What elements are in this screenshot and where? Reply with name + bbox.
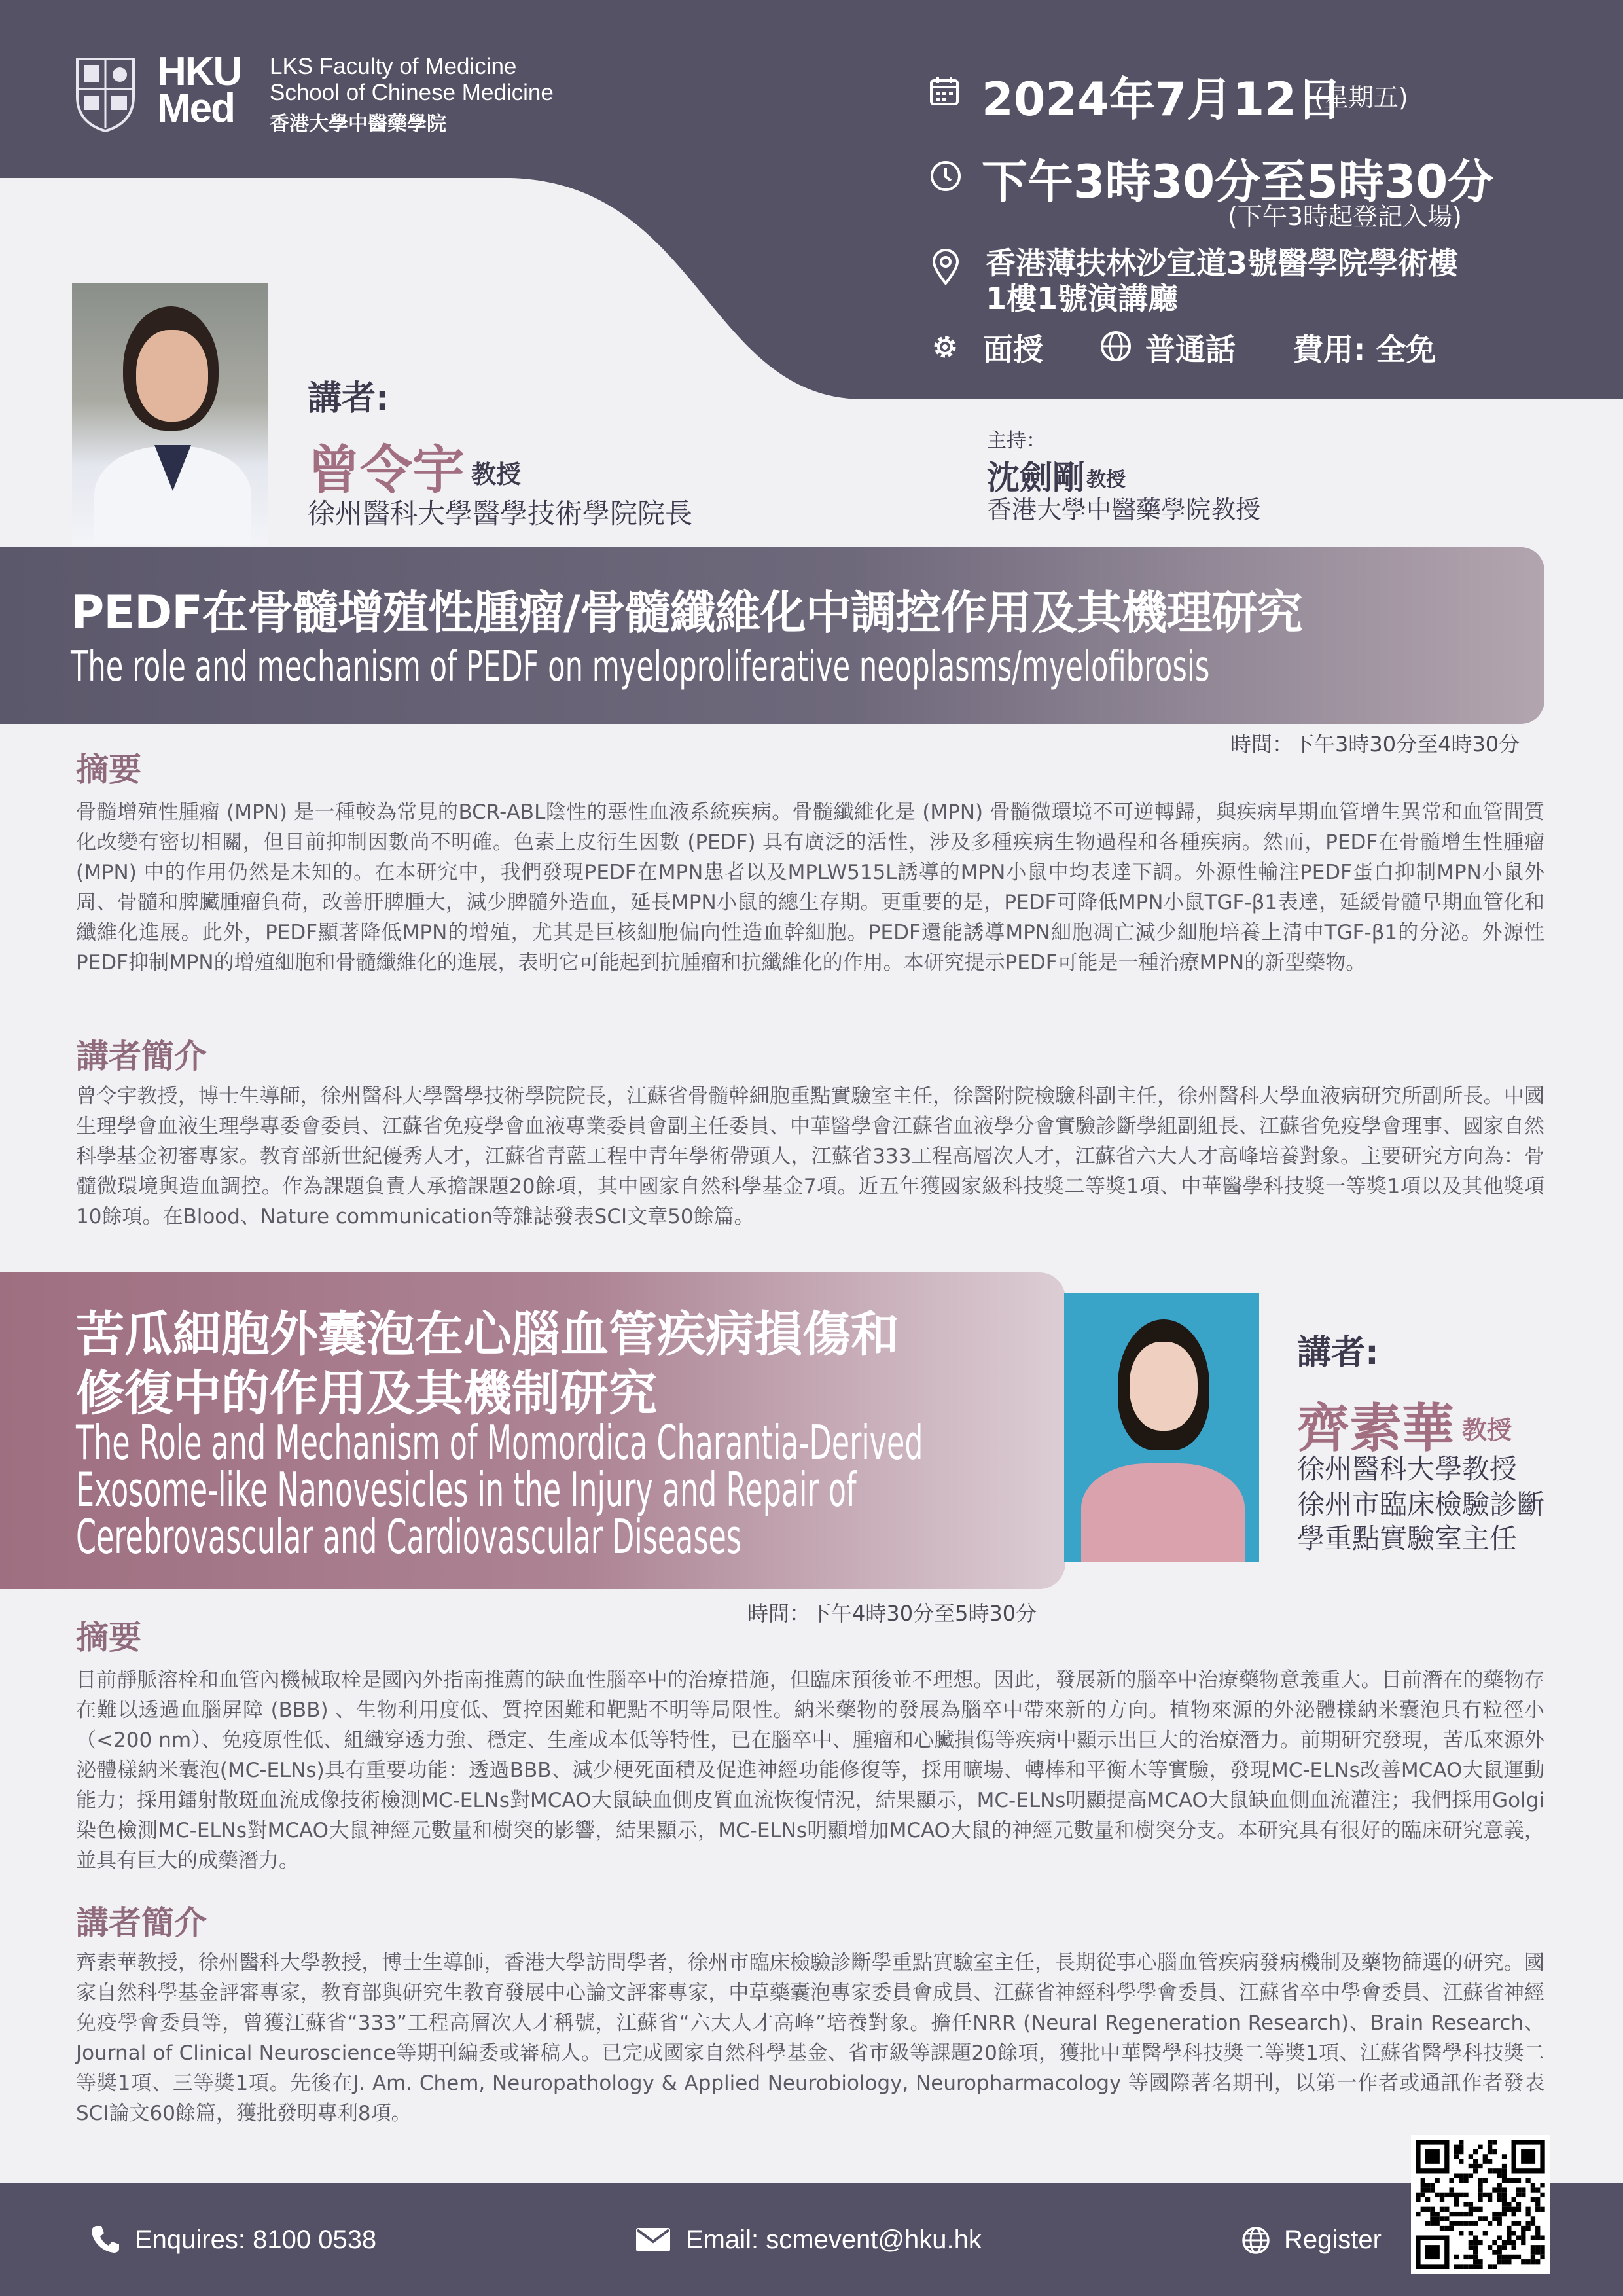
speaker2-affiliation1: 徐州醫科大學教授 xyxy=(1297,1453,1518,1485)
footer-register[interactable]: Register xyxy=(1284,2225,1382,2254)
speaker1-affiliation: 徐州醫科大學醫學技術學院院長 xyxy=(308,497,693,529)
footer-email[interactable]: Email: scmevent@hku.hk xyxy=(686,2225,982,2254)
gear-icon xyxy=(929,331,961,363)
event-date: 2024年7月12日 xyxy=(982,73,1342,126)
talk2-title-zh1: 苦瓜細胞外囊泡在心腦血管疾病損傷和 xyxy=(76,1306,899,1363)
speaker2-name: 齊素華 xyxy=(1297,1398,1454,1459)
speaker2-label: 講者: xyxy=(1297,1333,1379,1372)
location-icon xyxy=(932,249,959,285)
talk2-bio-heading: 講者簡介 xyxy=(76,1904,207,1942)
speaker1-name: 曾令宇 xyxy=(308,440,465,501)
phone-icon xyxy=(90,2224,120,2254)
clock-icon xyxy=(929,160,962,192)
talk2-abstract-heading: 摘要 xyxy=(76,1619,141,1657)
talk2-abstract: 目前靜脈溶栓和血管內機械取栓是國內外指南推薦的缺血性腦卒中的治療措施，但臨床預後並不理想。因此，發展新的腦卒中治療藥物意義重大。目前潛在的藥物存在難以透過血腦屏障 (BBB) 、生物利用度低、質控困難和靶點不明等局限性。納米藥物的發展為腦卒中帶來新的方向。植物來源的外泌體樣納米囊泡具有粒徑小（<200 nm）、免疫原性低、組織穿透力強、穩定、生產成本低等特性，已在腦卒中、腫瘤和心臟損傷等疾病中顯示出巨大的治療潛力。前期研究發現，苦瓜來源外泌體樣納米囊泡(MC-ELNs)具有重要功能：透過BBB、減少梗死面積及促進神經功能修復等，採用曠場、轉棒和平衡木等實驗，發現MC-ELNs改善MCAO大鼠運動能力；採用鐳射散斑血流成像技術檢測MC-ELNs對MCAO大鼠缺血側皮質血流恢復情況，結果顯示，MC-ELNs明顯提高MCAO大鼠缺血側血流灌注；我們採用Golgi染色檢測MC-ELNs對MCAO大鼠神經元數量和樹突的影響，結果顯示，MC-ELNs明顯增加MCAO大鼠的神經元數量和樹突分支。本研究具有很好的臨床研究意義，並具有巨大的成藥潛力。 xyxy=(76,1668,1544,1873)
host-label: 主持： xyxy=(987,429,1046,452)
logo-hku: HKU xyxy=(157,49,241,94)
talk2-title-zh2: 修復中的作用及其機制研究 xyxy=(76,1365,657,1422)
speaker2-photo xyxy=(1064,1293,1259,1562)
venue-line1: 香港薄扶林沙宣道3號醫學院學術樓 xyxy=(986,245,1459,281)
crest-icon xyxy=(73,55,137,132)
logo xyxy=(73,49,597,137)
talk2-title-en3: Cerebrovascular and Cardiovascular Diseases xyxy=(76,1509,742,1564)
event-language: 普通話 xyxy=(1145,332,1236,367)
event-time-note: (下午3時起登記入場) xyxy=(1228,202,1462,231)
event-day: (星期五) xyxy=(1314,83,1408,112)
logo-line1: LKS Faculty of Medicine xyxy=(270,54,517,79)
qr-code-icon[interactable] xyxy=(1411,2135,1550,2274)
host-affiliation: 香港大學中醫藥學院教授 xyxy=(987,495,1261,524)
talk1-bio-heading: 講者簡介 xyxy=(76,1037,207,1075)
event-fee: 費用: 全免 xyxy=(1293,332,1436,367)
globe-icon xyxy=(1099,330,1132,363)
speaker1-label: 講者: xyxy=(308,379,389,418)
logo-line3: 香港大學中醫藥學院 xyxy=(270,113,446,135)
talk1-bio: 曾令宇教授，博士生導師，徐州醫科大學醫學技術學院院長，江蘇省骨髓幹細胞重點實驗室主任，徐醫附院檢驗科副主任，徐州醫科大學血液病研究所副所長。中國生理學會血液生理學專委會委員、江蘇省免疫學會血液專業委員會副主任委員、中華醫學會江蘇省血液學分會實驗診斷學組副組長、江蘇省免疫學會理事、國家自然科學基金初審專家。教育部新世紀優秀人才，江蘇省青藍工程中青年學術帶頭人，江蘇省333工程高層次人才，江蘇省六大人才高峰培養對象。主要研究方向為：骨髓微環境與造血調控。作為課題負責人承擔課題20餘項，其中國家自然科學基金7項。近五年獲國家級科技獎二等獎1項、中華醫學科技獎一等獎1項以及其他獎項10餘項。在Blood、Nature communication等雜誌發表SCI文章50餘篇。 xyxy=(76,1085,1544,1229)
logo-line2: School of Chinese Medicine xyxy=(270,80,554,105)
speaker1-title: 教授 xyxy=(471,460,522,489)
talk1-abstract: 骨髓增殖性腫瘤 (MPN) 是一種較為常見的BCR-ABL陰性的惡性血液系統疾病。骨髓纖維化是 (MPN) 骨髓微環境不可逆轉歸，與疾病早期血管增生異常和血管間質化改變有密切相關，但目前抑制因數尚不明確。色素上皮衍生因數 (PEDF) 具有廣泛的活性，涉及多種疾病生物過程和各種疾病。然而，PEDF在骨髓增生性腫瘤 (MPN) 中的作用仍然是未知的。在本研究中，我們發現PEDF在MPN患者以及MPLW515L誘導的MPN小鼠中均表達下調。外源性輸注PEDF蛋白抑制MPN小鼠外周、骨髓和脾臟腫瘤負荷，改善肝脾腫大，減少脾髓外造血，延長MPN小鼠的總生存期。更重要的是，PEDF可降低MPN小鼠TGF-β1表達，延緩骨髓早期血管化和纖維化進展。此外，PEDF顯著降低MPN的增殖，尤其是巨核細胞偏向性造血幹細胞。PEDF還能誘導MPN細胞凋亡減少細胞培養上清中TGF-β1的分泌。外源性PEDF抑制MPN的增殖細胞和骨髓纖維化的進展，表明它可能起到抗腫瘤和抗纖維化的作用。本研究提示PEDF可能是一種治療MPN的新型藥物。 xyxy=(76,800,1544,975)
calendar-icon xyxy=(929,76,959,106)
talk2-bio: 齊素華教授，徐州醫科大學教授，博士生導師，香港大學訪問學者，徐州市臨床檢驗診斷學重點實驗室主任，長期從事心腦血管疾病發病機制及藥物篩選的研究。國家自然科學基金評審專家，教育部與研究生教育發展中心論文評審專家，中草藥囊泡專家委員會成員、江蘇省神經科學學會委員、江蘇省卒中學會委員、江蘇省神經免疫學會委員等，曾獲江蘇省“333”工程高層次人才稱號，江蘇省“六大人才高峰”培養對象。擔任NRR (Neural Regeneration Research)、Brain Research、Journal of Clinical Neuroscience等期刊編委或審稿人。已完成國家自然科學基金、省市級等課題20餘項，獲批中華醫學科技獎二等獎1項、江蘇省醫學科技獎二等獎1項、三等獎1項。先後在J. Am. Chem, Neuropathology & Applied Neurobiology, Neuropharmacology 等國際著名期刊，以第一作者或通訊作者發表SCI論文60餘篇，獲批發明專利8項。 xyxy=(76,1951,1544,2125)
talk1-title-zh: PEDF在骨髓增殖性腫瘤/骨髓纖維化中調控作用及其機理研究 xyxy=(71,586,1302,639)
speaker2-affiliation2: 徐州市臨床檢驗診斷 xyxy=(1297,1488,1545,1520)
talk2-title-banner xyxy=(0,1272,1065,1589)
talk2-title-en2: Exosome-like Nanovesicles in the Injury and Repair of xyxy=(76,1462,857,1517)
footer-enquiries[interactable]: Enquires: 8100 0538 xyxy=(135,2225,377,2254)
event-time: 下午3時30分至5時30分 xyxy=(982,155,1494,209)
host-title: 教授 xyxy=(1086,469,1126,492)
talk2-time: 時間：下午4時30分至5時30分 xyxy=(747,1601,1037,1626)
talk1-title-banner xyxy=(0,547,1544,724)
speaker2-title: 教授 xyxy=(1462,1416,1512,1444)
host-name: 沈劍剛 xyxy=(987,459,1085,497)
mail-icon xyxy=(636,2228,670,2251)
event-mode: 面授 xyxy=(983,332,1043,367)
talk2-title-en1: The Role and Mechanism of Momordica Charantia-Derived xyxy=(76,1415,923,1470)
venue-line2: 1樓1號演講廳 xyxy=(986,281,1179,316)
talk1-title-en: The role and mechanism of PEDF on myeloproliferative neoplasms/myelofibrosis xyxy=(71,643,1210,691)
speaker2-affiliation3: 學重點實驗室主任 xyxy=(1297,1522,1518,1554)
logo-med: Med xyxy=(157,86,234,131)
globe-icon xyxy=(1241,2225,1271,2255)
speaker1-photo xyxy=(72,283,268,545)
talk1-abstract-heading: 摘要 xyxy=(76,751,141,789)
talk1-time: 時間：下午3時30分至4時30分 xyxy=(1230,732,1520,757)
